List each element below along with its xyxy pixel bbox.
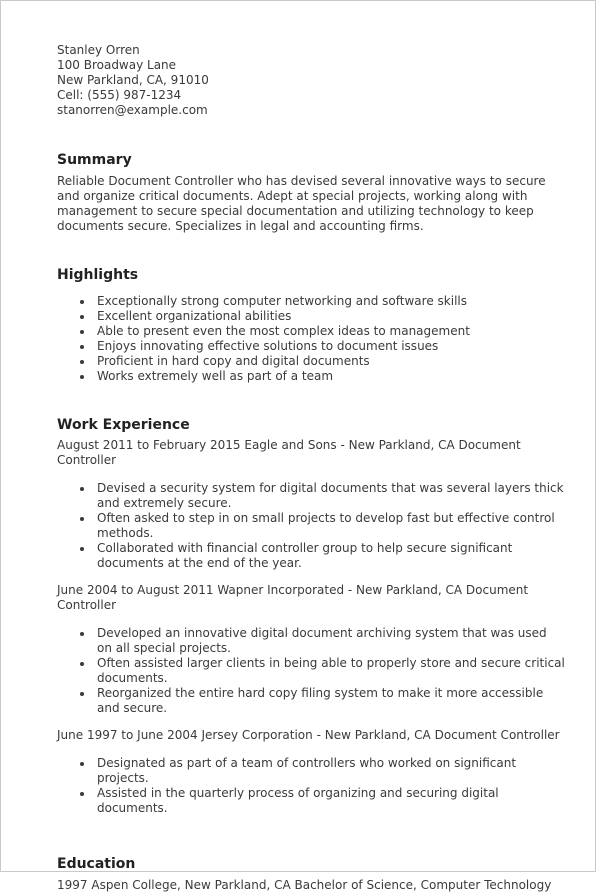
list-item: Enjoys innovating effective solutions to document issues bbox=[97, 339, 575, 354]
job-header: June 2004 to August 2011 Wapner Incorporated - New Parkland, CA Document Controller bbox=[57, 583, 529, 612]
list-item: Developed an innovative digital document archiving system that was used on all special projects. bbox=[97, 626, 575, 656]
highlights-section bbox=[57, 266, 575, 384]
contact-block bbox=[57, 43, 575, 118]
contact-email: stanorren@example.com bbox=[57, 103, 208, 117]
contact-cell: Cell: (555) 987-1234 bbox=[57, 88, 182, 102]
job-header: August 2011 to February 2015 Eagle and Sons - New Parkland, CA Document Controller bbox=[57, 438, 521, 467]
experience-section bbox=[57, 416, 575, 816]
list-item: Devised a security system for digital documents that was several layers thick and extremely secure. bbox=[97, 481, 575, 511]
contact-name: Stanley Orren bbox=[57, 43, 140, 57]
education-section bbox=[57, 855, 575, 893]
job-bullets bbox=[57, 481, 575, 571]
highlights-list bbox=[57, 294, 575, 384]
experience-heading: Work Experience bbox=[57, 417, 190, 433]
job-bullets bbox=[57, 756, 575, 816]
list-item: Able to present even the most complex ideas to management bbox=[97, 324, 575, 339]
list-item: Exceptionally strong computer networking and software skills bbox=[97, 294, 575, 309]
list-item: Proficient in hard copy and digital documents bbox=[97, 354, 575, 369]
list-item: Collaborated with financial controller group to help secure significant documents at the end of the year. bbox=[97, 541, 575, 571]
list-item: Often assisted larger clients in being able to properly store and secure critical documents. bbox=[97, 656, 575, 686]
list-item: Reorganized the entire hard copy filing system to make it more accessible and secure. bbox=[97, 686, 575, 716]
list-item: Often asked to step in on small projects to develop fast but effective control methods. bbox=[97, 511, 575, 541]
summary-text: Reliable Document Controller who has devised several innovative ways to secure and organize critical documents. Adept at special projects, working along with management to secure special documentation and utilizing technology to keep documents secure. Specializes in legal and accounting firms. bbox=[57, 174, 546, 233]
summary-section bbox=[57, 151, 575, 234]
list-item: Excellent organizational abilities bbox=[97, 309, 575, 324]
education-heading: Education bbox=[57, 856, 136, 872]
job-bullets bbox=[57, 626, 575, 716]
list-item: Assisted in the quarterly process of organizing and securing digital documents. bbox=[97, 786, 575, 816]
education-text: 1997 Aspen College, New Parkland, CA Bachelor of Science, Computer Technology bbox=[57, 878, 552, 892]
contact-address: 100 Broadway Lane bbox=[57, 58, 177, 72]
highlights-heading: Highlights bbox=[57, 267, 139, 283]
list-item: Designated as part of a team of controllers who worked on significant projects. bbox=[97, 756, 575, 786]
summary-heading: Summary bbox=[57, 152, 132, 168]
job-header: June 1997 to June 2004 Jersey Corporation - New Parkland, CA Document Controller bbox=[57, 728, 560, 742]
contact-city: New Parkland, CA, 91010 bbox=[57, 73, 209, 87]
list-item: Works extremely well as part of a team bbox=[97, 369, 575, 384]
